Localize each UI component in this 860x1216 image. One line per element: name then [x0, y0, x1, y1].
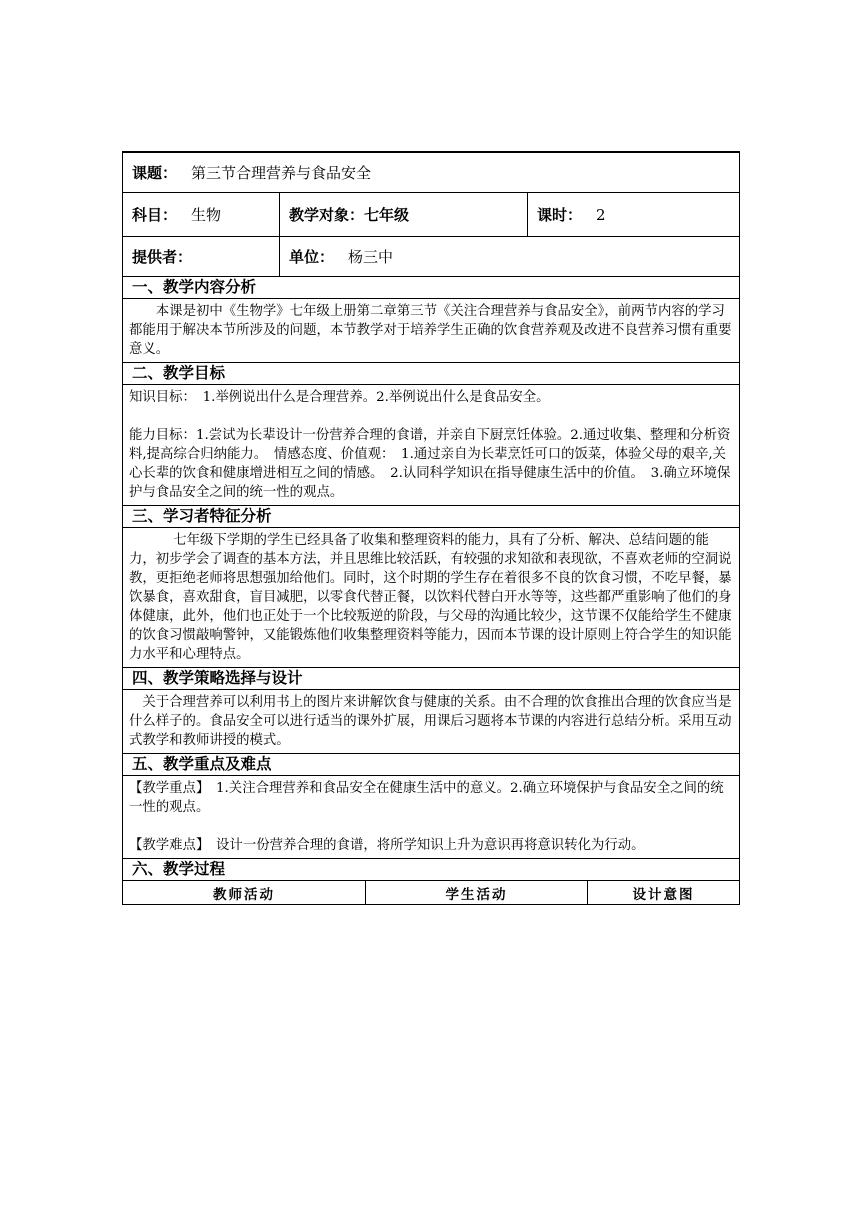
hours-value: 2	[596, 205, 606, 224]
topic-value: 第三节合理营养与食品安全	[191, 164, 372, 182]
objectives-block	[123, 385, 739, 506]
section-title-objectives: 二、教学目标	[123, 363, 739, 385]
topic-label: 课题：	[132, 164, 178, 182]
subject-label: 科目：	[132, 206, 178, 224]
audience-label: 教学对象：七年级	[289, 206, 410, 224]
col-student-activity: 学生活动	[365, 881, 587, 904]
difficulty-text: 【教学难点】 设计一份营养合理的食谱，将所学知识上升为意识再将意识转化为行动。	[129, 838, 645, 853]
section-title-content-analysis: 一、教学内容分析	[123, 277, 739, 299]
section-title-process: 六、教学过程	[123, 859, 739, 881]
section-title-learner-analysis: 三、学习者特征分析	[123, 506, 739, 528]
col-teacher-activity: 教师活动	[213, 886, 275, 903]
unit-value: 杨三中	[348, 248, 394, 266]
subject-value: 生物	[191, 206, 222, 224]
key-points-block	[123, 776, 739, 859]
section-title-key-points: 五、教学重点及难点	[123, 754, 739, 776]
knowledge-objectives: 知识目标： 1.举例说出什么是合理营养。2.举例说出什么是食品安全。	[129, 390, 550, 405]
section-title-strategy: 四、教学策略选择与设计	[123, 668, 739, 690]
provider-label: 提供者：	[132, 248, 193, 266]
lesson-plan-table	[122, 151, 740, 905]
key-points-text: 【教学重点】 1.关注合理营养和食品安全在健康生活中的意义。2.确立环境保护与食品安全之间的统一性的观点。	[129, 781, 724, 815]
strategy-text: 关于合理营养可以利用书上的图片来讲解饮食与健康的关系。由不合理的饮食推出合理的饮食应当是什么样子的。食品安全可以进行适当的课外扩展，用课后习题将本节课的内容进行总结分析。采用互动式教学和教师讲授的模式。	[123, 690, 739, 754]
subject-row	[123, 193, 739, 237]
unit-label: 单位：	[289, 248, 335, 266]
ability-objectives: 能力目标：1.尝试为长辈设计一份营养合理的食谱，并亲自下厨烹饪体验。2.通过收集、整理和分析资料,提高综合归纳能力。 情感态度、价值观： 1.通过亲自为长辈烹饪可口的饭菜，体验父母的艰辛,关心长辈的饮食和健康增进相互之间的情感。 2.认同科学知识在指导健康生活中的价值。 3.确立环境保护与食品安全之间的统一性的观点。	[129, 428, 731, 500]
col-design-intent: 设计意图	[587, 881, 739, 904]
learner-analysis-text: 七年级下学期的学生已经具备了收集和整理资料的能力，具有了分析、解决、总结问题的能力，初步学会了调查的基本方法，并且思维比较活跃，有较强的求知欲和表现欲，不喜欢老师的空洞说教，更拒绝老师将思想强加给他们。同时，这个时期的学生存在着很多不良的饮食习惯，不吃早餐，暴饮暴食，喜欢甜食，盲目减肥，以零食代替正餐，以饮料代替白开水等等，这些都严重影响了他们的身体健康，此外，他们也正处于一个比较叛逆的阶段，与父母的沟通比较少，这节课不仅能给学生不健康的饮食习惯敲响警钟，又能锻炼他们收集整理资料等能力，因而本节课的设计原则上符合学生的知识能力水平和心理特点。	[123, 528, 739, 668]
topic-row	[123, 151, 739, 193]
provider-row	[123, 237, 739, 277]
hours-label: 课时：	[537, 206, 583, 224]
process-table-header	[123, 881, 739, 904]
content-analysis-text: 本课是初中《生物学》七年级上册第二章第三节《关注合理营养与食品安全》，前两节内容的学习都能用于解决本节所涉及的问题，本节教学对于培养学生正确的饮食营养观及改进不良营养习惯有重要意义。	[123, 299, 739, 363]
